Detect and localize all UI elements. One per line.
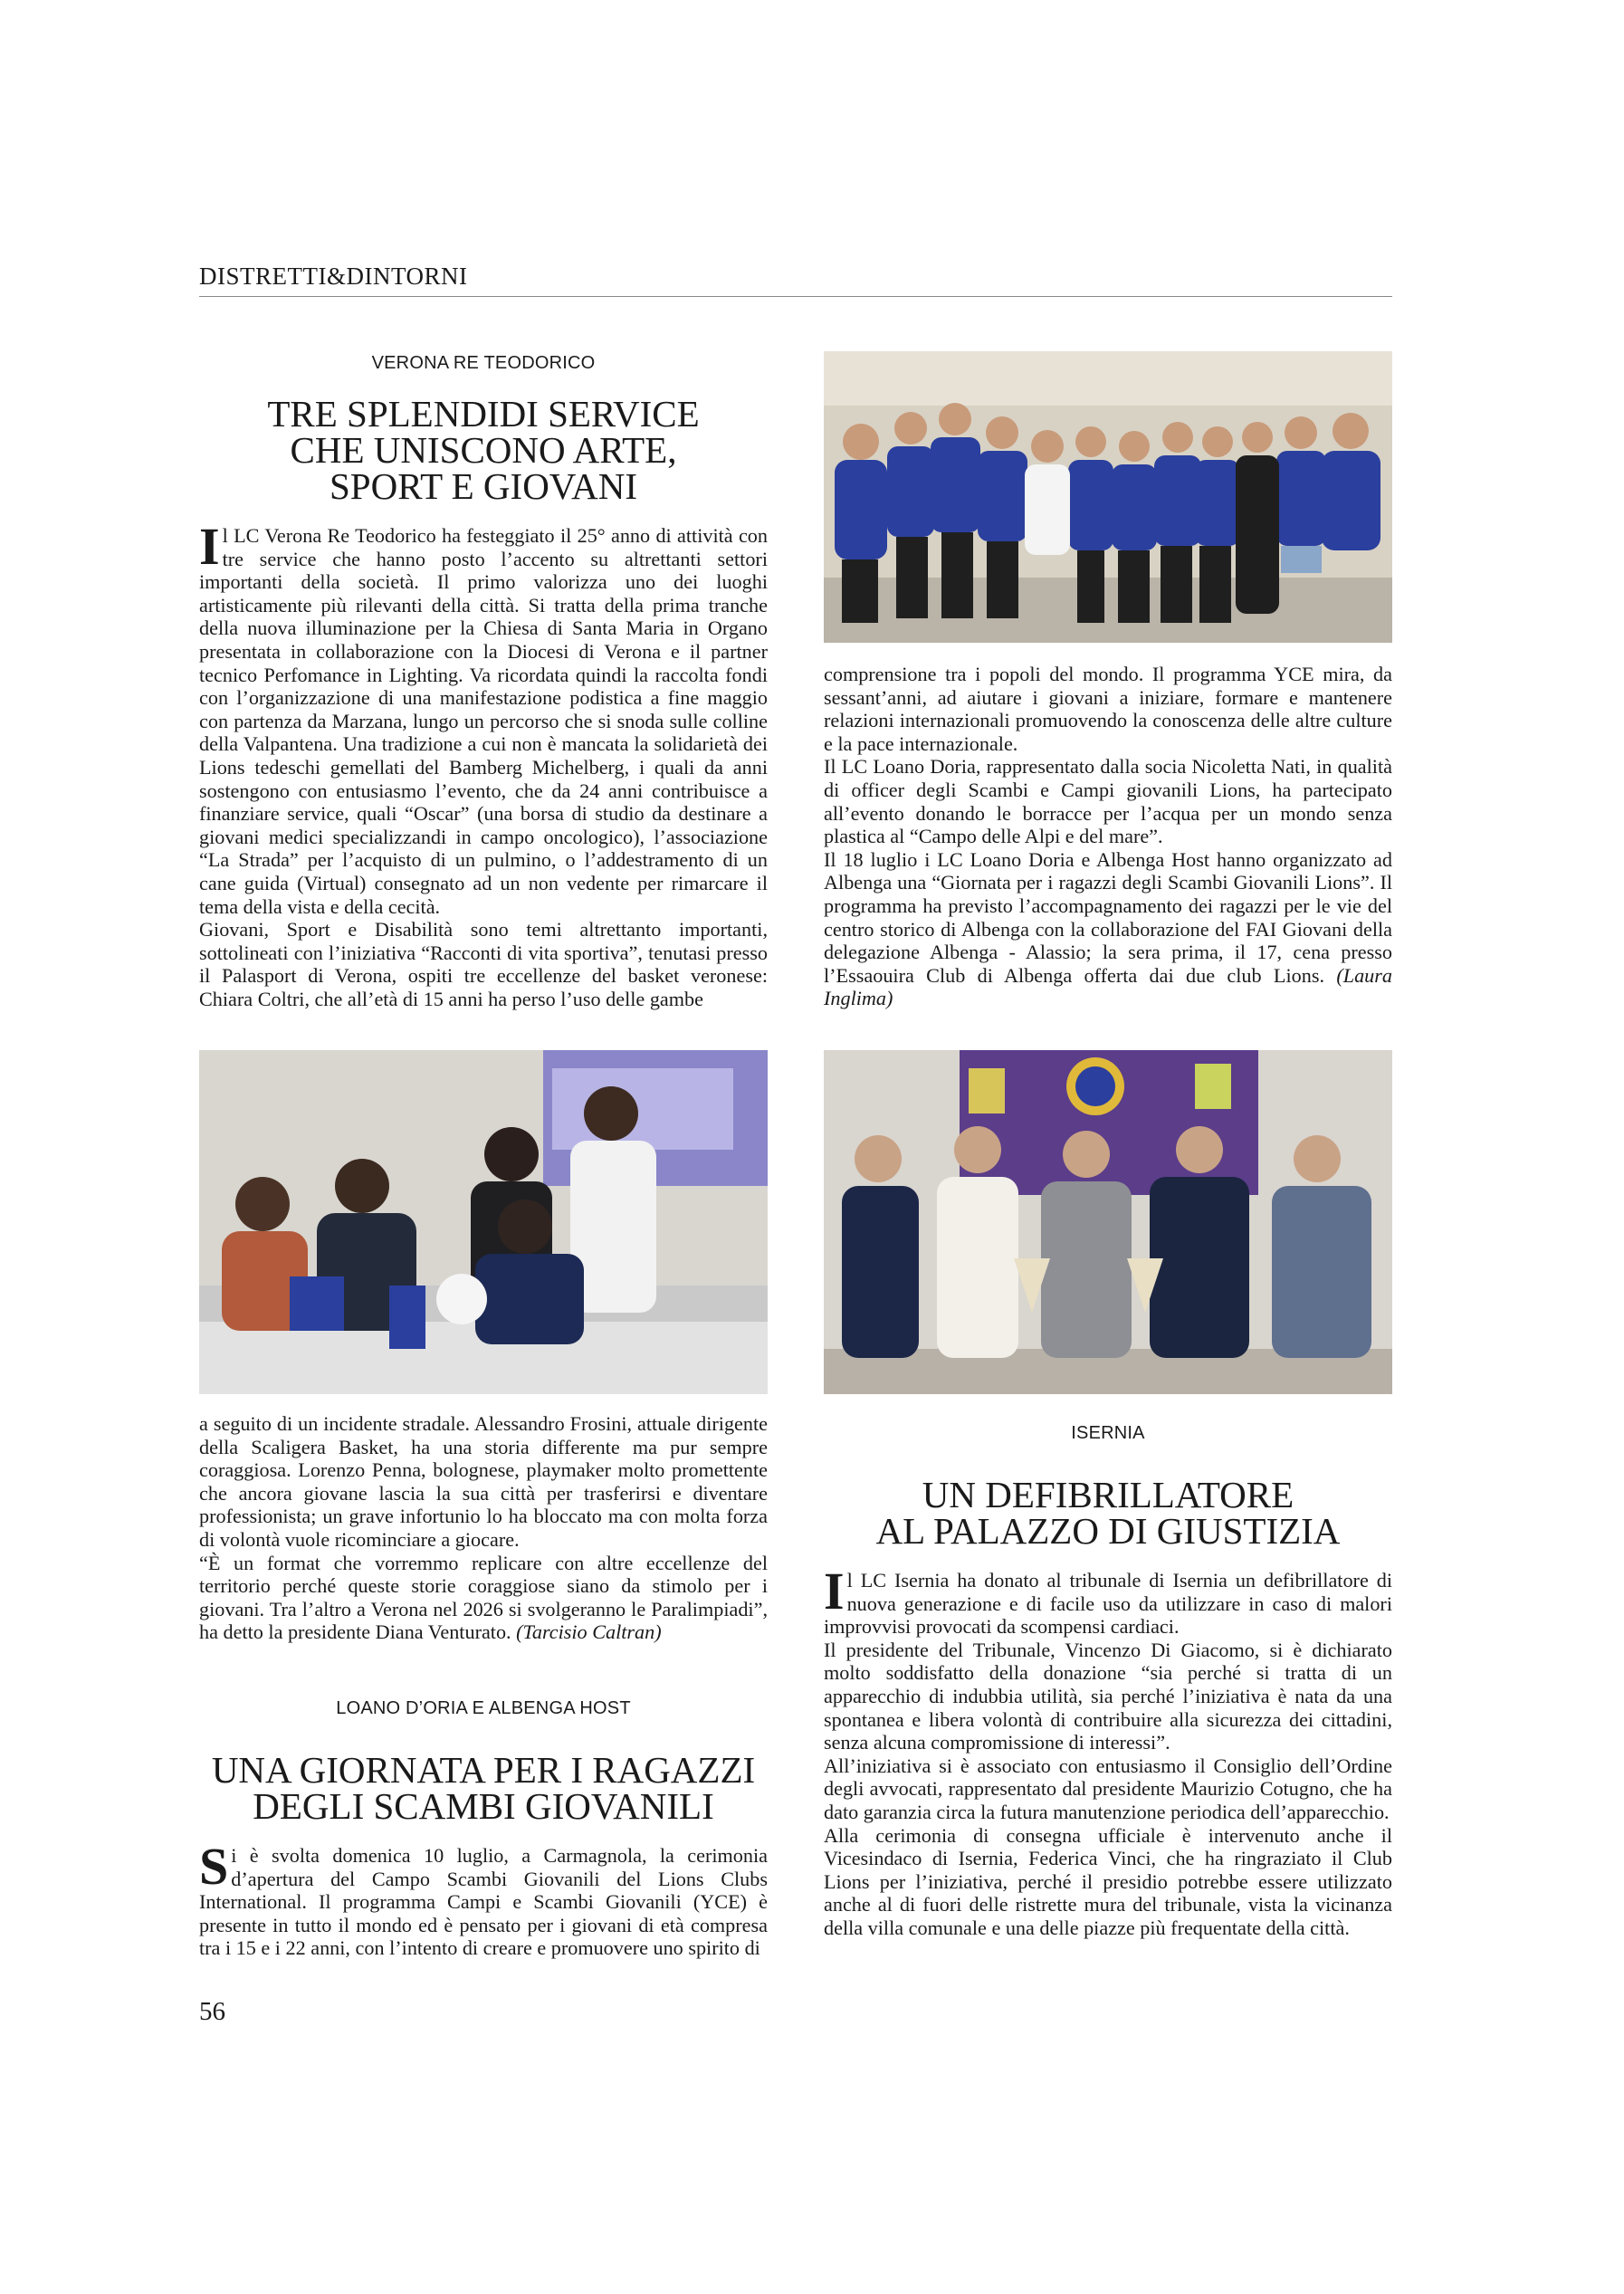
paragraph-text: Il 18 luglio i LC Loano Doria e Albenga Host hanno organizzato ad Albenga una “Giornata per i ragazzi degli Scambi Giovanili Lions”. Il programma ha previsto l’accompagnamento dei ragazzi per le vie del centro storico di Albenga con la collaborazione del FAI Giovani della delegazione Albenga - Alassio; la sera prima, il 17, cena presso l’Essaouira Club di Albenga offerta dai due club Lions. xyxy=(824,847,1392,987)
article-body xyxy=(824,663,1392,1010)
paragraph xyxy=(199,1552,768,1644)
article-verona xyxy=(199,353,768,1010)
drop-cap: I xyxy=(824,1562,845,1620)
headline-line: TRE SPLENDIDI SERVICE xyxy=(267,393,700,435)
section-header: DISTRETTI&DINTORNI xyxy=(199,263,1392,297)
paragraph: Il presidente del Tribunale, Vincenzo Di Giacomo, si è dichiarato molto soddisfatto della donazione “sia perché si tratta di un apparecchio di indubbia utilità, sia perché l’iniziativa è nata da una spontanea e libera volontà di contribuire alla sicurezza dei cittadini, senza alcuna compromissione di interessi”. xyxy=(824,1638,1392,1754)
article-headline xyxy=(824,1474,1392,1552)
article-verona-continued xyxy=(199,1412,768,1644)
article-headline xyxy=(199,393,768,507)
headline-line: SPORT E GIOVANI xyxy=(329,465,637,507)
photo-youth-exchange-group xyxy=(824,351,1392,643)
photo-isernia-ceremony xyxy=(824,1050,1392,1394)
paragraph xyxy=(199,1837,768,1960)
drop-cap: I xyxy=(199,517,220,576)
photo-verona-event-image xyxy=(199,1050,768,1394)
headline-line: DEGLI SCAMBI GIOVANILI xyxy=(253,1785,714,1827)
article-body xyxy=(824,1562,1392,1940)
article-loano-continued xyxy=(824,663,1392,1010)
page-number: 56 xyxy=(199,1997,225,2026)
article-kicker: ISERNIA xyxy=(1071,1423,1145,1443)
article-body xyxy=(199,517,768,1010)
article-kicker: LOANO D’ORIA E ALBENGA HOST xyxy=(336,1698,631,1718)
paragraph: comprensione tra i popoli del mondo. Il programma YCE mira, da sessant’anni, ad aiutare i giovani a iniziare, formare e mantenere relazioni internazionali promuovendo la conoscenza delle altre culture e la pace internazionale. xyxy=(824,663,1392,755)
article-loano xyxy=(199,1698,768,1960)
article-isernia xyxy=(824,1423,1392,1940)
photo-youth-exchange-image xyxy=(824,351,1392,643)
paragraph-text: i è svolta domenica 10 luglio, a Carmagnola, la cerimonia d’apertura del Campo Scambi Giovanili del Lions Clubs International. Il programma Campi e Scambi Giovanili (YCE) è presente in tutto il mondo ed è pensato per i giovani di età compresa tra i 15 e i 22 anni, con l’intento di creare e promuovere uno spirito di xyxy=(199,1844,768,1960)
photo-isernia-image xyxy=(824,1050,1392,1394)
article-kicker: VERONA RE TEODORICO xyxy=(371,353,596,373)
paragraph: All’iniziativa si è associato con entusiasmo il Consiglio dell’Ordine degli avvocati, rappresentato dal presidente Maurizio Cotugno, che ha dato garanzia circa la futura manutenzione periodica dell’apparecchio. xyxy=(824,1754,1392,1823)
headline-line: UN DEFIBRILLATORE xyxy=(922,1474,1294,1515)
headline-line: AL PALAZZO DI GIUSTIZIA xyxy=(875,1510,1341,1552)
paragraph xyxy=(824,1562,1392,1639)
article-headline xyxy=(199,1749,768,1827)
author-signature: (Tarcisio Caltran) xyxy=(516,1620,662,1644)
paragraph-text: l LC Verona Re Teodorico ha festeggiato il 25° anno di attività con tre service che hanno posto l’accento su altrettanti settori importanti della società. Il primo valorizza uno dei luoghi artisticamente più rilevanti della città. Si tratta della prima tranche della nuova illuminazione per la Chiesa di Santa Maria in Organo presentata in collaborazione con la Diocesi di Verona e il partner tecnico Perfomance in Lighting. Va ricordata quindi la raccolta fondi con l’organizzazione di una manifestazione podistica a fine maggio con partenza da Marzana, lungo un percorso che si snoda sulle colline della Valpantena. Una tradizione a cui non è mancata la solidarietà dei Lions tedeschi gemellati del Bamberg Michelberg, i quali da anni sostengono con entusiasmo l’evento, che da 24 anni contribuisce a finanziare service, quali “Oscar” (una borsa di studio da destinare a giovani medici specializzandi in campo oncologico), l’associazione “La Strada” per l’acquisto di un pulmino, o l’addestramento di un cane guida (Virtual) consegnato ad un non vedente per rimarcare il tema della vista e della cecità. xyxy=(199,524,768,918)
paragraph-text: l LC Isernia ha donato al tribunale di Isernia un defibrillatore di nuova generazione e di facile uso da utilizzare in caso di malori improvvisi provocati da scompensi cardiaci. xyxy=(824,1569,1392,1639)
article-body xyxy=(199,1837,768,1960)
paragraph: a seguito di un incidente stradale. Alessandro Frosini, attuale dirigente della Scaligera Basket, ha una storia differente ma pur sempre coraggiosa. Lorenzo Penna, bolognese, playmaker molto promettente che ancora giovane lascia la sua città per trasferirsi e diventare professionista; un grave infortunio lo ha bloccato ma con molta forza di volontà vuole ricominciare a giocare. xyxy=(199,1412,768,1551)
headline-line: CHE UNISCONO ARTE, xyxy=(290,429,677,471)
headline-line: UNA GIORNATA PER I RAGAZZI xyxy=(211,1749,756,1791)
paragraph: Giovani, Sport e Disabilità sono temi altrettanto importanti, sottolineati con l’iniziativa “Racconti di vita sportiva”, tenutasi presso il Palasport di Verona, ospiti tre eccellenze del basket veronese: Chiara Coltri, che all’età di 15 anni ha perso l’uso delle gambe xyxy=(199,918,768,1010)
article-body xyxy=(199,1412,768,1644)
drop-cap: S xyxy=(199,1837,229,1896)
paragraph: Alla cerimonia di consegna ufficiale è intervenuto anche il Vicesindaco di Isernia, Federica Vinci, che ha ringraziato il Club Lions per l’iniziativa, perché il presidio potrebbe essere utilizzato anche al di fuori delle ristrette mura del tribunale, vista la vicinanza della villa comunale e una delle piazze più frequentate della città. xyxy=(824,1823,1392,1939)
paragraph-text: “È un format che vorremmo replicare con altre eccellenze del territorio perché queste storie coraggiose siano da stimolo per i giovani. Tra l’altro a Verona nel 2026 si svolgeranno le Paralimpiadi”, ha detto la presidente Diana Venturato. xyxy=(199,1551,768,1644)
paragraph xyxy=(199,517,768,918)
author-signature: (Laura Inglima) xyxy=(824,963,1393,1010)
photo-verona-event xyxy=(199,1050,768,1394)
paragraph xyxy=(824,848,1392,1010)
paragraph: Il LC Loano Doria, rappresentato dalla socia Nicoletta Nati, in qualità di officer degli Scambi e Campi giovanili Lions, ha partecipato all’evento donando le borracce per l’acqua per un mondo senza plastica al “Campo delle Alpi e del mare”. xyxy=(824,755,1392,848)
